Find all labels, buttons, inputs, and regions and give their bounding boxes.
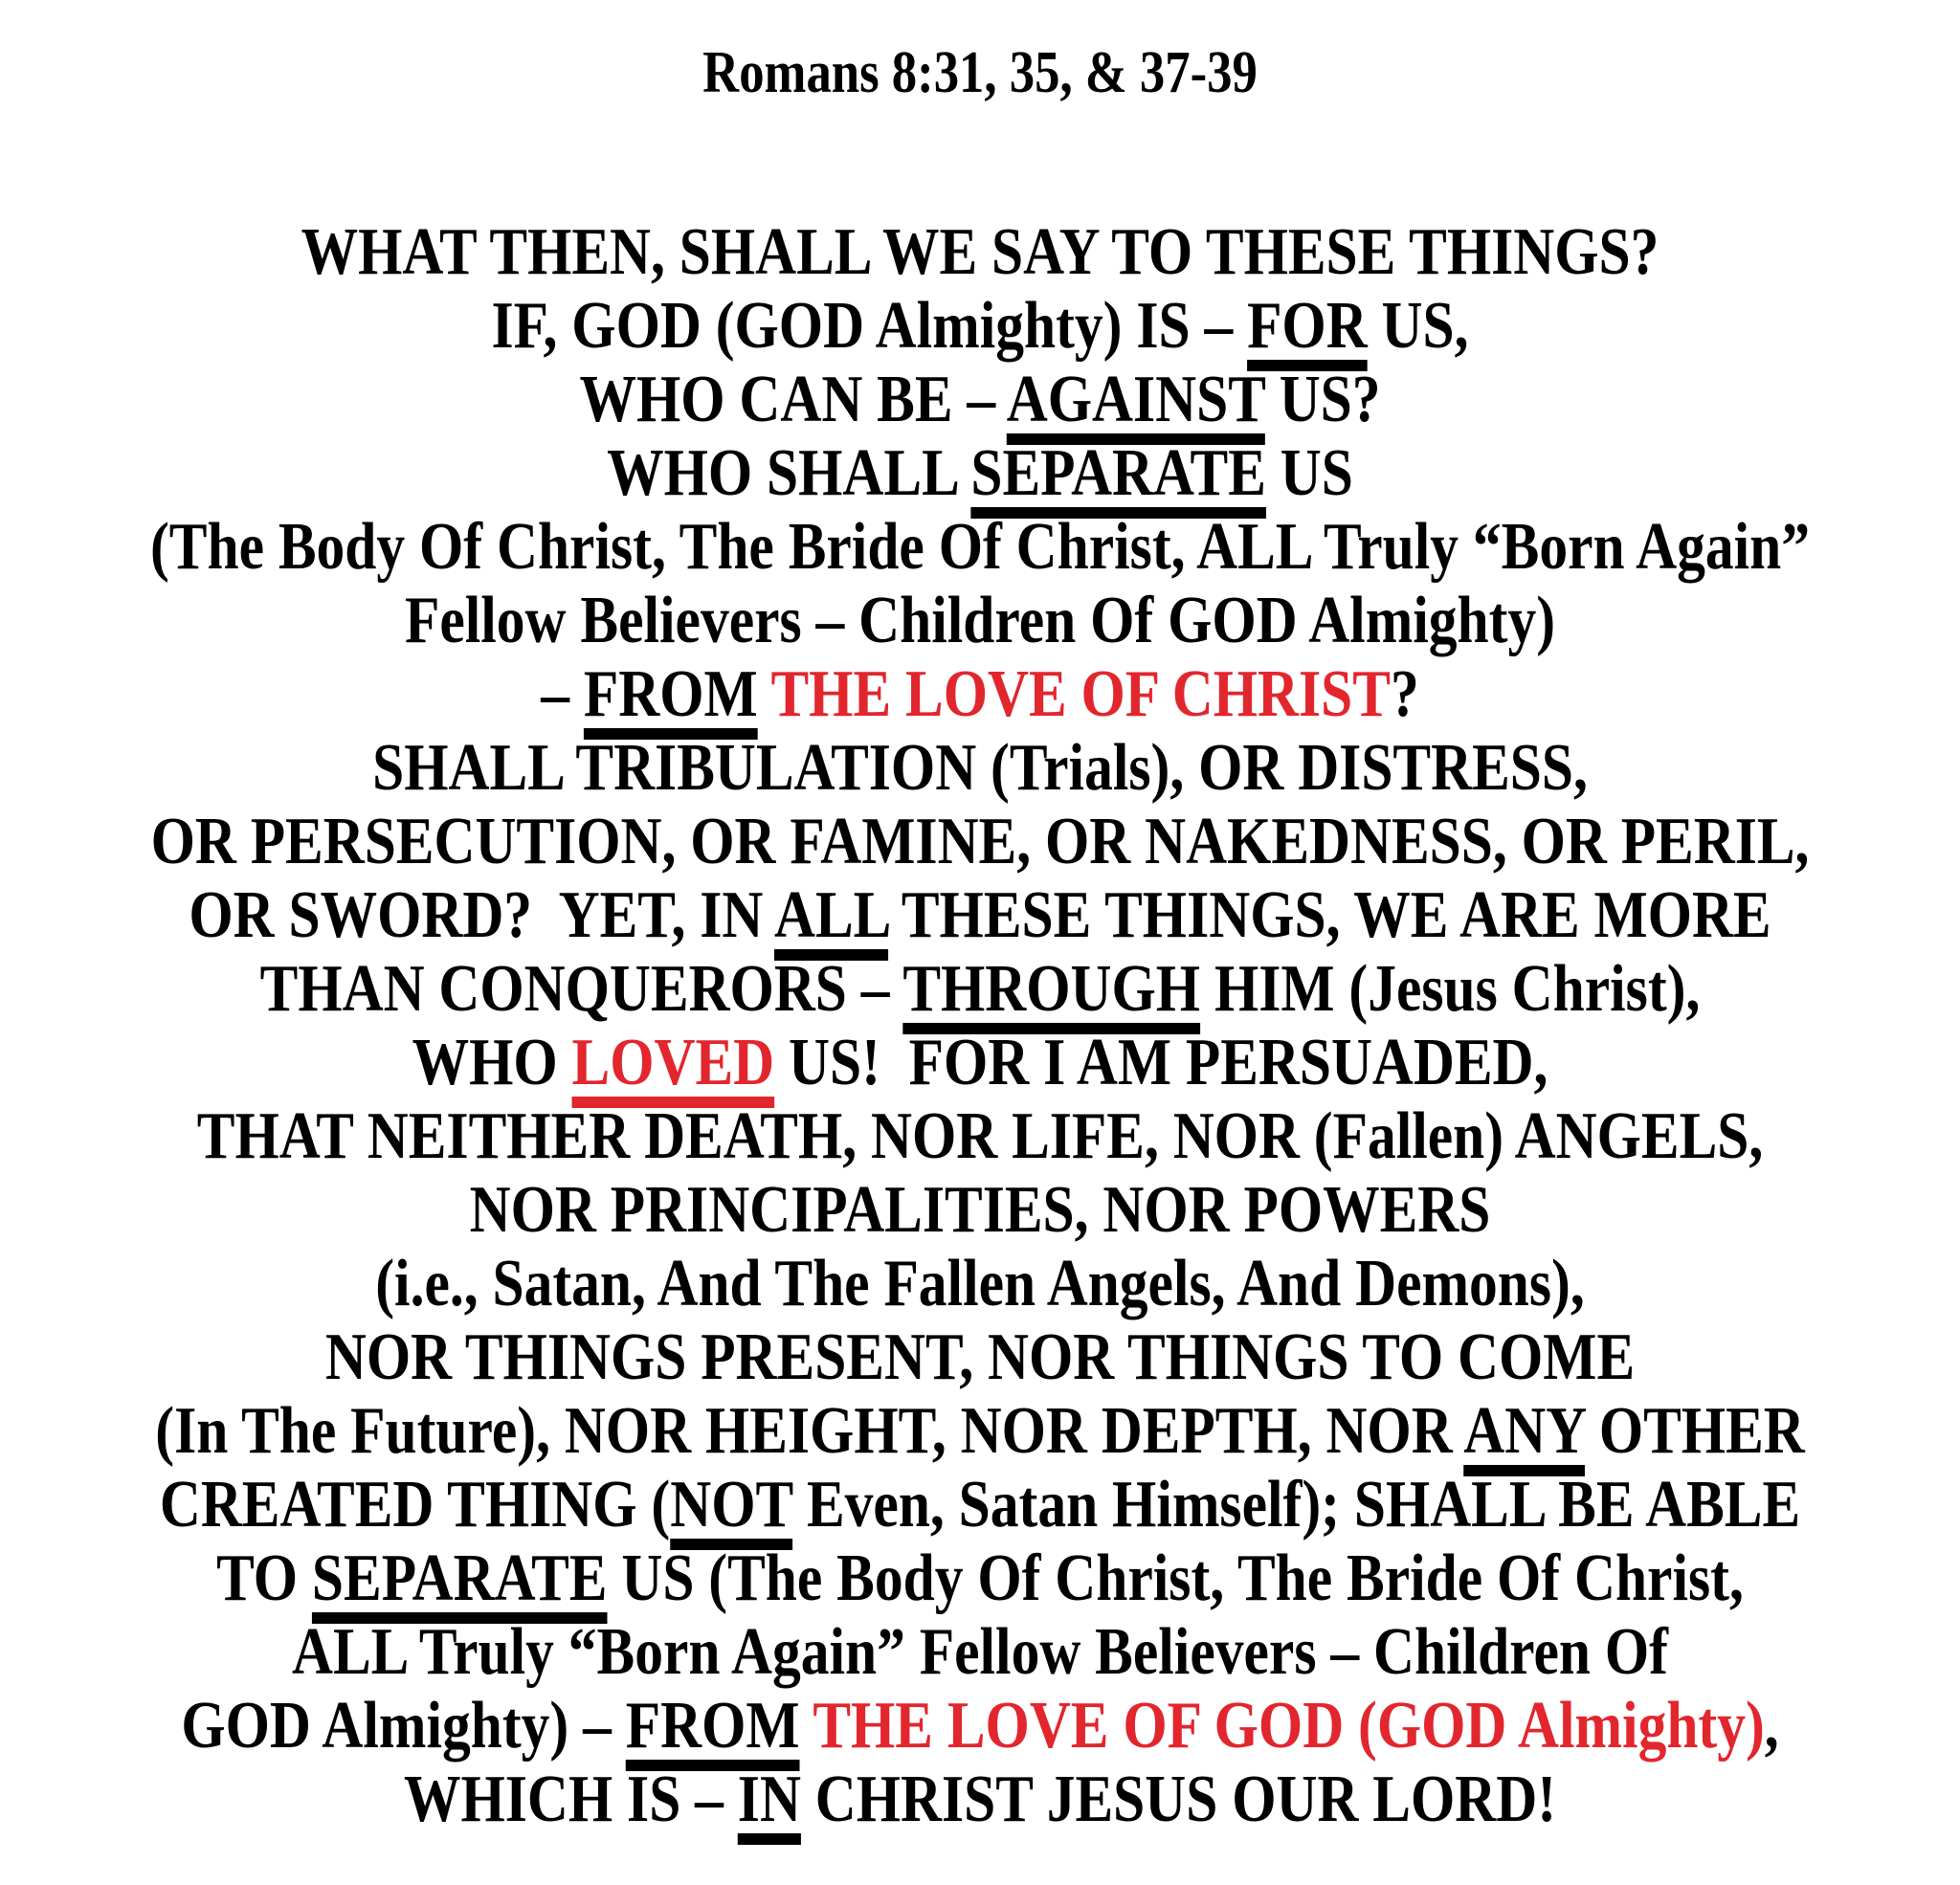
underlined-word: SEPARATE xyxy=(970,436,1266,510)
verse-line xyxy=(0,657,1960,731)
verse-line xyxy=(0,1468,1960,1541)
verse-text xyxy=(800,1689,813,1763)
verse-line xyxy=(0,363,1960,436)
verse-line xyxy=(0,878,1960,952)
verse-text: – xyxy=(541,657,584,731)
underlined-word: AGAINST xyxy=(1006,363,1265,436)
verse-text xyxy=(758,657,771,731)
verse-line xyxy=(0,215,1960,289)
verse-text: SHALL TRIBULATION (Trials), OR DISTRESS, xyxy=(372,731,1588,805)
verse-text: (In The Future), NOR HEIGHT, NOR DEPTH, NOR xyxy=(155,1394,1464,1468)
red-text: THE LOVE OF GOD (GOD Almighty) xyxy=(813,1689,1765,1763)
verse-line xyxy=(0,1394,1960,1468)
underlined-word: FROM xyxy=(583,657,758,731)
verse-text: ALL Truly “Born Again” Fellow Believers – Children Of xyxy=(291,1615,1668,1689)
verse-line xyxy=(0,510,1960,584)
verse-line xyxy=(0,1615,1960,1689)
verse-line xyxy=(0,289,1960,363)
verse-text: WHICH IS – xyxy=(403,1763,738,1836)
red-text: THE LOVE OF CHRIST xyxy=(770,657,1391,731)
verse-text: NOR PRINCIPALITIES, NOR POWERS xyxy=(469,1173,1491,1247)
verse-text: WHO CAN BE – xyxy=(579,363,1007,436)
verse-text: Even, Satan Himself); SHALL BE ABLE xyxy=(792,1468,1801,1541)
verse-line xyxy=(0,1099,1960,1173)
verse-text: US xyxy=(1265,436,1353,510)
verse-text: (i.e., Satan, And The Fallen Angels, And Demons), xyxy=(375,1247,1585,1320)
underlined-word: ANY xyxy=(1463,1394,1585,1468)
underlined-word: ALL xyxy=(774,878,889,952)
verse-text: GOD Almighty) – xyxy=(181,1689,626,1763)
verse-text: NOR THINGS PRESENT, NOR THINGS TO COME xyxy=(324,1320,1636,1394)
verse-text: OTHER xyxy=(1584,1394,1805,1468)
red-underlined-word: LOVED xyxy=(571,1026,775,1099)
passage-title: Romans 8:31, 35, & 37-39 xyxy=(702,40,1258,105)
verse-line xyxy=(0,805,1960,878)
verse-text: (The Body Of Christ, The Bride Of Christ, ALL Truly “Born Again” xyxy=(149,510,1811,584)
verse-text: , xyxy=(1764,1689,1779,1763)
verse-text: OR PERSECUTION, OR FAMINE, OR NAKEDNESS, OR PERIL, xyxy=(150,805,1810,878)
verse-text: ? xyxy=(1390,657,1419,731)
underlined-word: FROM xyxy=(625,1689,800,1763)
verse-text-block xyxy=(0,215,1960,1836)
verse-text: OR SWORD? YET, IN xyxy=(189,878,775,952)
underlined-word: IN xyxy=(737,1763,801,1836)
verse-text: CREATED THING ( xyxy=(159,1468,671,1541)
verse-text: TO xyxy=(216,1541,312,1615)
verse-line xyxy=(0,436,1960,510)
underlined-word: THROUGH xyxy=(902,952,1201,1026)
verse-text: HIM (Jesus Christ), xyxy=(1200,952,1701,1026)
verse-text: US? xyxy=(1264,363,1381,436)
verse-line xyxy=(0,1026,1960,1099)
verse-text: THAT NEITHER DEATH, NOR LIFE, NOR (Fallen) ANGELS, xyxy=(196,1099,1764,1173)
verse-text: Fellow Believers – Children Of GOD Almighty) xyxy=(404,584,1556,657)
verse-line xyxy=(0,952,1960,1026)
verse-text: IF, GOD (GOD Almighty) IS – xyxy=(491,289,1248,363)
verse-text: US, xyxy=(1367,289,1469,363)
verse-text: WHAT THEN, SHALL WE SAY TO THESE THINGS? xyxy=(301,215,1659,289)
verse-line xyxy=(0,1763,1960,1836)
verse-line xyxy=(0,1173,1960,1247)
verse-text: WHO xyxy=(412,1026,572,1099)
verse-text: THAN CONQUERORS – xyxy=(259,952,903,1026)
verse-text: THESE THINGS, WE ARE MORE xyxy=(888,878,1771,952)
verse-text: US! FOR I AM PERSUADED, xyxy=(774,1026,1548,1099)
underlined-word: NOT xyxy=(670,1468,793,1541)
verse-line xyxy=(0,1689,1960,1763)
verse-line xyxy=(0,1541,1960,1615)
verse-line xyxy=(0,584,1960,657)
verse-line xyxy=(0,731,1960,805)
verse-line xyxy=(0,1247,1960,1320)
verse-line xyxy=(0,1320,1960,1394)
underlined-word: SEPARATE xyxy=(311,1541,608,1615)
verse-text: US (The Body Of Christ, The Bride Of Christ, xyxy=(607,1541,1744,1615)
verse-text: WHO SHALL xyxy=(607,436,971,510)
underlined-word: FOR xyxy=(1247,289,1368,363)
verse-text: CHRIST JESUS OUR LORD! xyxy=(800,1763,1557,1836)
